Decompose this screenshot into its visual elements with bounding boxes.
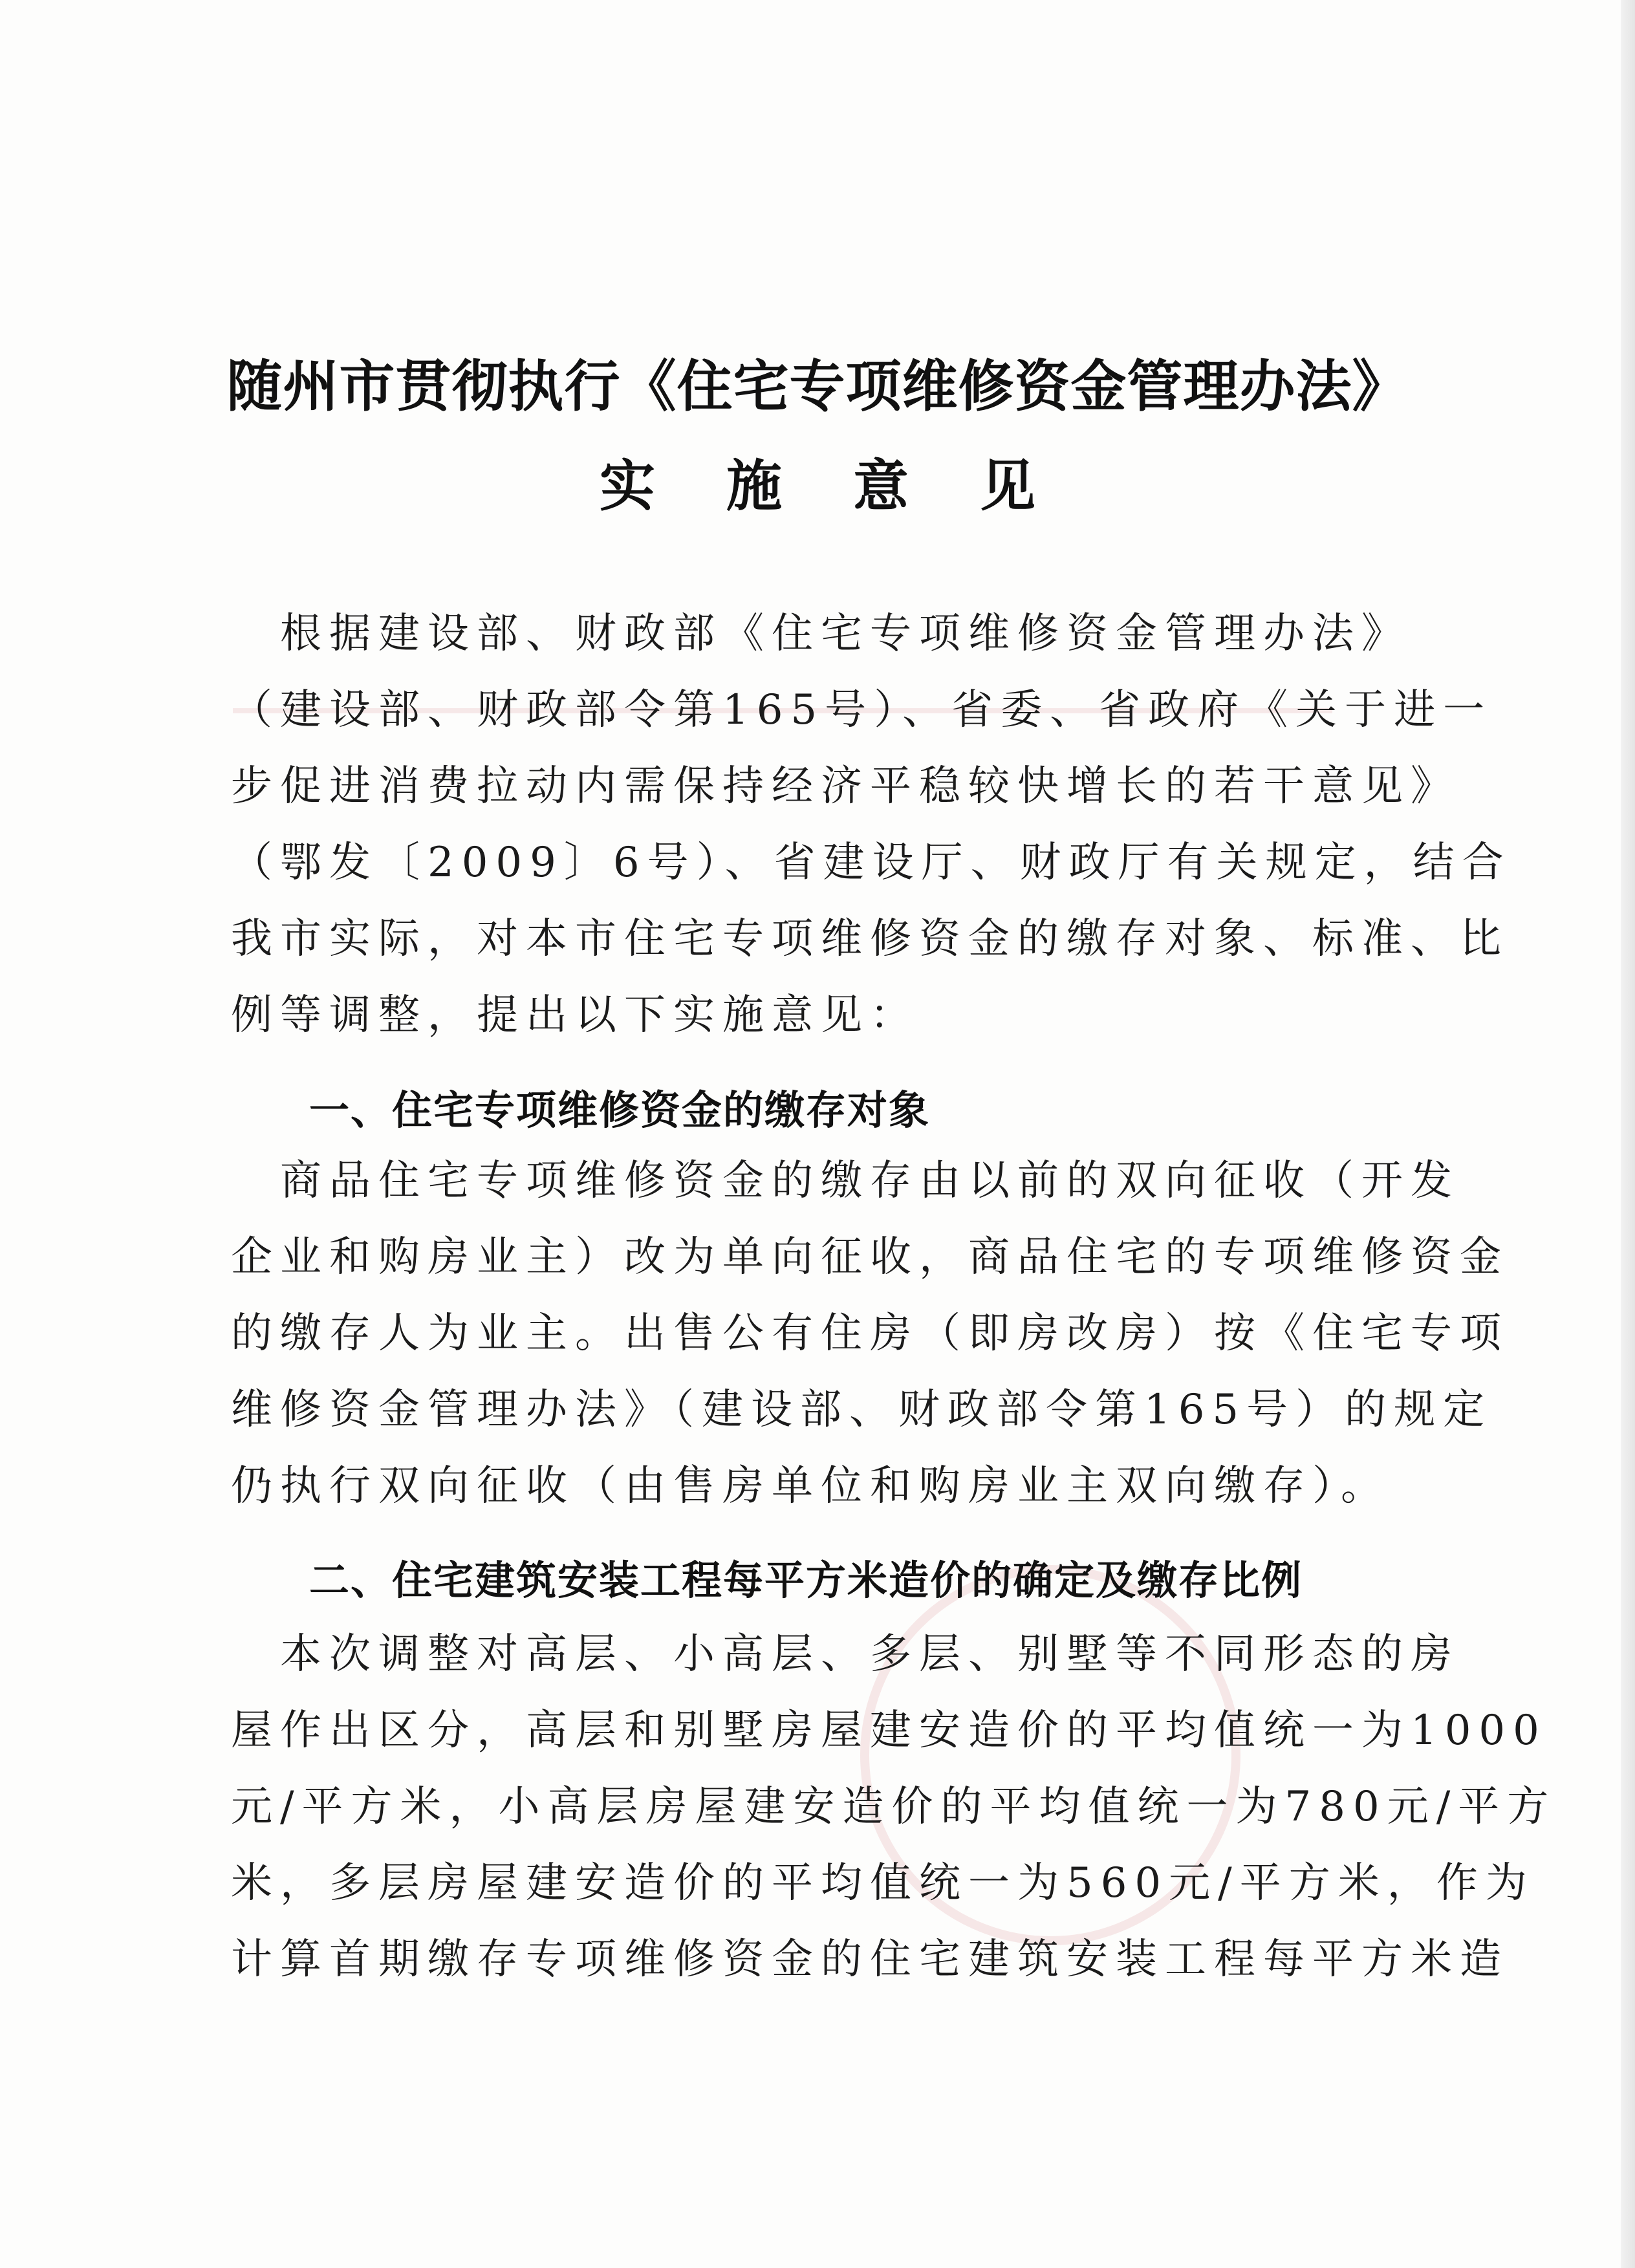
paragraph-line: 米，多层房屋建安造价的平均值统一为560元/平方米，作为: [231, 1859, 1535, 1907]
paragraph-line: （鄂发〔2009〕6号）、省建设厅、财政厅有关规定，结合: [231, 839, 1511, 887]
paragraph-line: 商品住宅专项维修资金的缴存由以前的双向征收（开发: [231, 1157, 1460, 1205]
paragraph-line: 仍执行双向征收（由售房单位和购房业主双向缴存）。: [231, 1462, 1390, 1510]
paragraph-line: （建设部、财政部令第165号）、省委、省政府《关于进一: [231, 686, 1493, 734]
paragraph-line: 企业和购房业主）改为单向征收，商品住宅的专项维修资金: [231, 1233, 1509, 1281]
paragraph-line: 维修资金管理办法》（建设部、财政部令第165号）的规定: [231, 1386, 1493, 1434]
section-heading-1: 一、住宅专项维修资金的缴存对象: [309, 1086, 931, 1134]
paragraph-line: 例等调整，提出以下实施意见：: [231, 991, 919, 1039]
section-heading-2: 二、住宅建筑安装工程每平方米造价的确定及缴存比例: [309, 1557, 1303, 1604]
paragraph-line: 我市实际，对本市住宅专项维修资金的缴存对象、标准、比: [231, 915, 1509, 963]
paragraph-line: 根据建设部、财政部《住宅专项维修资金管理办法》: [231, 610, 1411, 658]
paragraph-line: 元/平方米，小高层房屋建安造价的平均值统一为780元/平方: [231, 1783, 1557, 1831]
paragraph-line: 屋作出区分，高层和别墅房屋建安造价的平均值统一为1000: [231, 1707, 1547, 1755]
paragraph-line: 计算首期缴存专项维修资金的住宅建筑安装工程每平方米造: [231, 1936, 1509, 1983]
paragraph-line: 的缴存人为业主。出售公有住房（即房改房）按《住宅专项: [231, 1310, 1509, 1357]
paragraph-line: 步促进消费拉动内需保持经济平稳较快增长的若干意见》: [231, 762, 1460, 810]
scan-edge: [1621, 0, 1635, 2268]
document-title: 随州市贯彻执行《住宅专项维修资金管理办法》: [226, 354, 1409, 419]
paragraph-line: 本次调整对高层、小高层、多层、别墅等不同形态的房: [231, 1630, 1460, 1678]
document-subtitle: 实施意见: [600, 454, 1107, 519]
